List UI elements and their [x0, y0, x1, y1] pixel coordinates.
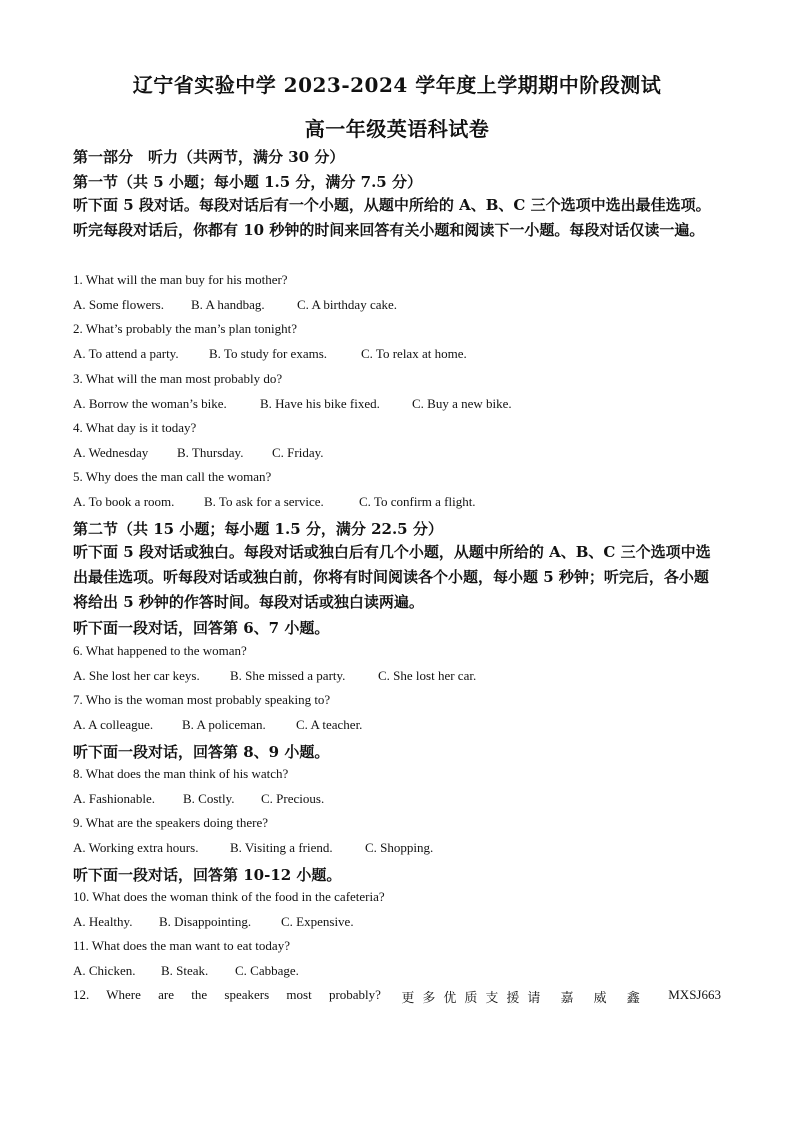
question-6: 6. What happened to the woman?: [73, 643, 247, 658]
options-5: [73, 494, 476, 510]
question-11: 11. What does the man want to eat today?: [73, 938, 290, 953]
promo-text: 更多优质支援请 嘉 威 鑫: [401, 991, 648, 1006]
promo-code: MXSJ663: [668, 987, 721, 1002]
exam-subtitle: 高一年级英语科试卷: [304, 117, 490, 141]
section1-instructions: 听下面 5 段对话。每段对话后有一个小题，从题中所给的 A、B、C 三个选项中选出最佳选项。听完每段对话后，你都有 10 秒钟的时间来回答有关小题和阅读下一小题。每段对话仅读一遍。: [73, 196, 711, 239]
option-b: B. Visiting a friend.: [230, 840, 333, 855]
option-c: C. Friday.: [272, 445, 324, 460]
option-c: C. A teacher.: [296, 717, 363, 732]
option-a: A. Fashionable.: [73, 791, 155, 806]
option-c: C. Expensive.: [281, 914, 354, 929]
option-b: B. Thursday.: [177, 445, 244, 460]
options-1: [73, 297, 397, 313]
option-b: B. To study for exams.: [209, 346, 328, 361]
option-c: C. To relax at home.: [361, 346, 467, 361]
question-9: 9. What are the speakers doing there?: [73, 815, 269, 830]
group-heading-8-9: 听下面一段对话，回答第 8、9 小题。: [73, 743, 330, 761]
option-c: C. Buy a new bike.: [412, 396, 512, 411]
options-10: [73, 914, 354, 930]
option-a: A. Working extra hours.: [73, 840, 199, 855]
option-c: C. She lost her car.: [378, 668, 477, 683]
options-2: [73, 346, 467, 362]
option-c: C. To confirm a flight.: [359, 494, 476, 509]
option-c: C. Cabbage.: [235, 963, 299, 978]
option-a: A. A colleague.: [73, 717, 154, 732]
option-a: A. Some flowers.: [73, 297, 164, 312]
option-b: B. A policeman.: [182, 717, 266, 732]
option-a: A. Borrow the woman’s bike.: [73, 396, 227, 411]
option-c: C. Precious.: [261, 791, 325, 806]
options-3: [73, 396, 512, 412]
question-5: 5. Why does the man call the woman?: [73, 469, 272, 484]
section2-heading: 第二节（共 15 小题；每小题 1.5 分，满分 22.5 分）: [73, 520, 443, 538]
option-a: A. To attend a party.: [73, 346, 179, 361]
option-b: B. Steak.: [161, 963, 209, 978]
option-c: C. Shopping.: [365, 840, 434, 855]
part1-heading: 第一部分 听力（共两节，满分 30 分）: [73, 148, 345, 166]
group-heading-6-7: 听下面一段对话，回答第 6、7 小题。: [73, 619, 330, 637]
options-9: [73, 840, 433, 856]
option-b: B. To ask for a service.: [204, 494, 324, 509]
option-a: A. Healthy.: [73, 914, 133, 929]
option-a: A. To book a room.: [73, 494, 175, 509]
option-b: B. Have his bike fixed.: [260, 396, 380, 411]
exam-title: 辽宁省实验中学 2023-2024 学年度上学期期中阶段测试: [132, 73, 662, 97]
option-a: A. Chicken.: [73, 963, 136, 978]
option-c: C. A birthday cake.: [297, 297, 398, 312]
question-12-text: 12. Where are the speakers most probably?: [73, 987, 381, 1002]
section1-heading: 第一节（共 5 小题；每小题 1.5 分，满分 7.5 分）: [73, 173, 422, 191]
options-7: [73, 717, 362, 733]
options-6: [73, 668, 476, 684]
options-4: [73, 445, 324, 461]
question-3: 3. What will the man most probably do?: [73, 371, 283, 386]
option-b: B. A handbag.: [191, 297, 265, 312]
group-heading-10-12: 听下面一段对话，回答第 10-12 小题。: [73, 866, 342, 884]
option-b: B. Disappointing.: [159, 914, 252, 929]
question-8: 8. What does the man think of his watch?: [73, 766, 289, 781]
question-4: 4. What day is it today?: [73, 420, 197, 435]
question-10: 10. What does the woman think of the food in the cafeteria?: [73, 889, 385, 904]
options-11: [73, 963, 299, 979]
options-8: [73, 791, 324, 807]
section2-instructions: 听下面 5 段对话或独白。每段对话或独白后有几个小题，从题中所给的 A、B、C 三个选项中选出最佳选项。听每段对话或独白前，你将有时间阅读各个小题，每小题 5 秒钟；听完后，各小题将给出 5 秒钟的作答时间。每段对话或独白读两遍。: [73, 543, 711, 611]
question-7: 7. Who is the woman most probably speaking to?: [73, 692, 331, 707]
option-a: A. Wednesday: [73, 445, 149, 460]
option-a: A. She lost her car keys.: [73, 668, 200, 683]
question-2: 2. What’s probably the man’s plan tonight?: [73, 321, 297, 336]
option-b: B. She missed a party.: [230, 668, 346, 683]
question-1: 1. What will the man buy for his mother?: [73, 272, 288, 287]
question-12: [73, 987, 721, 1006]
option-b: B. Costly.: [183, 791, 235, 806]
